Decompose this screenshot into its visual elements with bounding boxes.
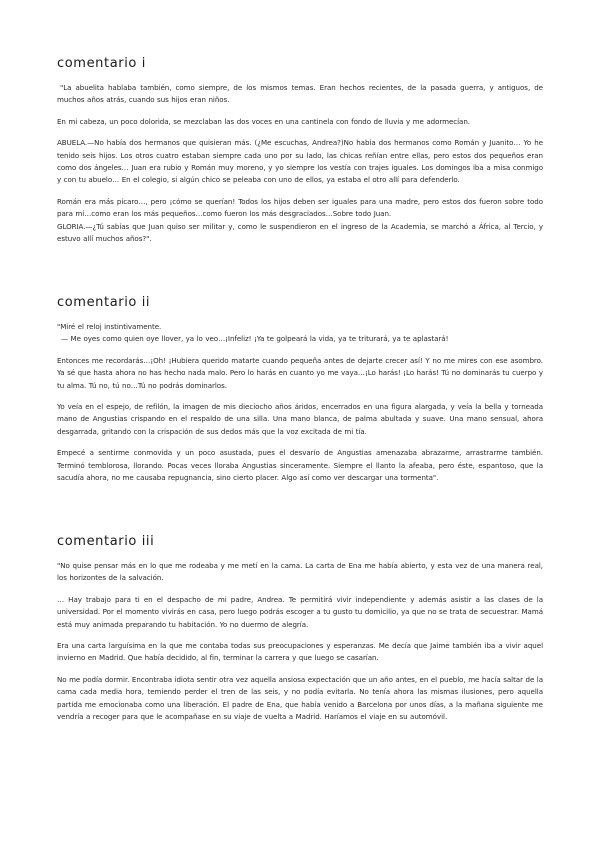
paragraph: "Miré el reloj instintivamente. bbox=[57, 322, 162, 331]
paragraph: … Hay trabajo para ti en el despacho de mi padre, Andrea. Te permitirá vivir independiente y además asistir a las clases de la universidad. Por el momento vivirás en casa, pero luego podrás escoger a tu gusto tu domicilio, ya que no se trata de secuestrar. Mamá está muy animada preparando tu habitación. Yo no duermo de alegría. bbox=[57, 594, 543, 629]
section-comentario-2 bbox=[57, 295, 543, 493]
paragraph: — Me oyes como quien oye llover, ya lo veo…¡Infeliz! ¡Ya te golpeará la vida, ya te triturará, ya te aplastará! bbox=[61, 334, 449, 344]
paragraph: Román era más pícaro…, pero ¡cómo se querían! Todos los hijos deben ser iguales para una madre, pero estos dos fueron sobre todo para mí…como eran los más pequeños…como fueron los más desgraciados…Sobre todo Juan. bbox=[57, 196, 543, 219]
paragraph: Empecé a sentirme conmovida y un poco asustada, pues el desvarío de Angustias amenazaba abrazarme, arrastrarme también. Terminó temblorosa, llorando. Pocas veces lloraba Angustias sinceramente. Siempre el llanto la afeaba, pero éste, espantoso, que la sacudía ahora, no me causaba repugnancia, sino cierto placer. Algo así como ver descargar una tormenta". bbox=[57, 448, 543, 483]
section-heading: comentario i bbox=[57, 56, 146, 71]
paragraph: ABUELA.—No había dos hermanos que quisieran más. (¿Me escuchas, Andrea?)No había dos hermanos como Román y Juanito… Yo he tenido seis hijos. Los otros cuatro estaban siempre cada uno por su lado, las chicas reñían entre ellas, pero estos dos pequeños eran como dos ángeles… Juan era rubio y Román muy moreno, y yo siempre los vestía con trajes iguales. Los domingos iba a misa conmigo y con tu abuelo… En el colegio, si algún chico se peleaba con uno de ellos, ya estaba el otro allí para defenderlo. bbox=[57, 138, 543, 185]
section-heading: comentario ii bbox=[57, 295, 151, 310]
section-heading: comentario iii bbox=[57, 534, 155, 549]
section-comentario-3 bbox=[57, 534, 543, 732]
paragraph: Entonces me recordarás…¡Oh! ¡Hubiera querido matarte cuando pequeña antes de dejarte crecer así! Y no me mires con ese asombro. Ya sé que hasta ahora no has hecho nada malo. Pero lo harás en cuanto yo me vaya…¡Lo harás! ¡Lo harás! Tú no dominarás tu cuerpo y tu alma. Tú no, tú no…Tú no podrás dominarlos. bbox=[57, 355, 543, 390]
section-comentario-1 bbox=[57, 56, 543, 254]
paragraph: GLORIA.—¿Tú sabías que Juan quiso ser militar y, como le suspendieron en el ingreso de la Academia, se marchó a África, al Tercio, y estuvo allí muchos años?". bbox=[57, 221, 543, 244]
paragraph: No me podía dormir. Encontraba idiota sentir otra vez aquella ansiosa expectación que un año antes, en el pueblo, me hacía saltar de la cama cada media hora, temiendo perder el tren de las seis, y no podía evitarla. No tenía ahora las mismas ilusiones, pero aquella partida me emocionaba como una liberación. El padre de Ena, que había venido a Barcelona por unos días, a la mañana siguiente me vendría a recoger para que le acompañase en su viaje de vuelta a Madrid. Haríamos el viaje en su automóvil. bbox=[57, 674, 543, 722]
paragraph: En mi cabeza, un poco dolorida, se mezclaban las dos voces en una cantinela con fondo de lluvia y me adormecían. bbox=[57, 116, 470, 126]
paragraph: "No quise pensar más en lo que me rodeaba y me metí en la cama. La carta de Ena me había abierto, y esta vez de una manera real, los horizontes de la salvación. bbox=[57, 561, 543, 583]
paragraph: "La abuelita hablaba también, como siempre, de los mismos temas. Eran hechos recientes, de la pasada guerra, y antiguos, de muchos años atrás, cuando sus hijos eran niños. bbox=[57, 83, 543, 105]
paragraph: Era una carta larguísima en la que me contaba todas sus preocupaciones y esperanzas. Me decía que Jaime también iba a vivir aquel invierno en Madrid. Que había decidido, al fin, terminar la carrera y que luego se casarían. bbox=[57, 641, 543, 663]
paragraph: Yo veía en el espejo, de refilón, la imagen de mis dieciocho años áridos, encerrados en una figura alargada, y veía la bella y torneada mano de Angustias crispando en el respaldo de una silla. Una mano blanca, de palma abultada y suave. Una mano sensual, ahora desgarrada, gritando con la crispación de sus dedos más que la voz excitada de mi tía. bbox=[57, 402, 543, 436]
